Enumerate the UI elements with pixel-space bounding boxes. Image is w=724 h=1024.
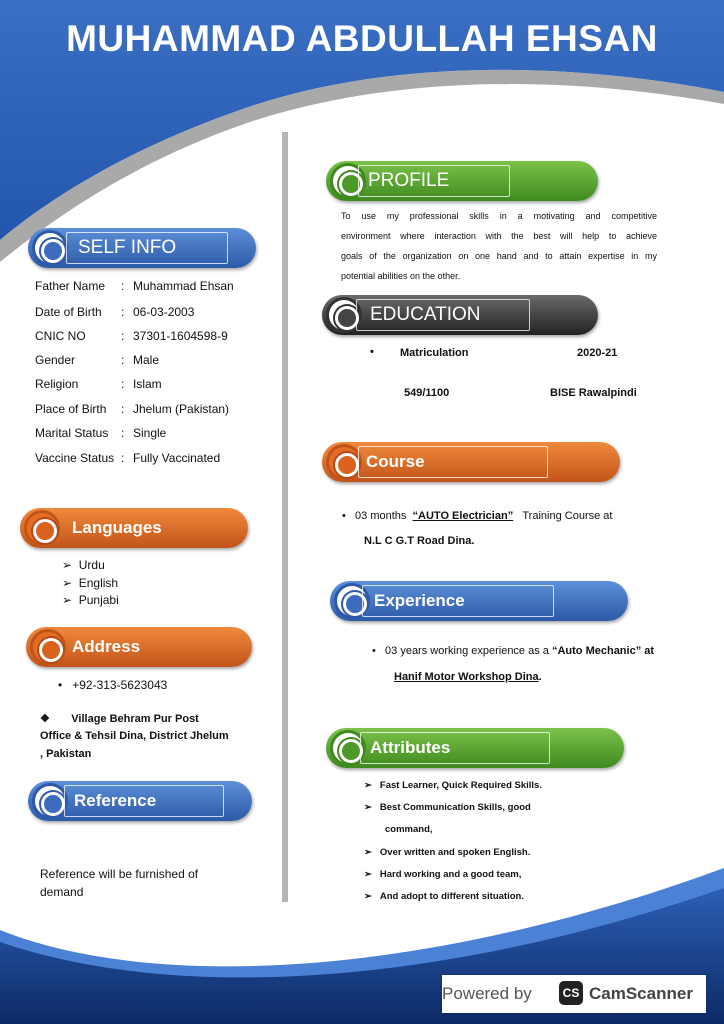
arrow-bullet-icon: ➢ — [62, 576, 73, 590]
self-info-row — [35, 305, 194, 319]
self-info-sep: : — [121, 426, 125, 440]
self-info-key: Place of Birth — [35, 402, 107, 416]
self-info-key: Religion — [35, 377, 79, 391]
self-info-row — [35, 329, 228, 343]
self-info-header — [28, 228, 256, 268]
attribute-item: ➢ Best Communication Skills, good — [364, 802, 531, 813]
bullet-icon: • — [58, 678, 63, 692]
self-info-sep: : — [121, 279, 125, 293]
self-info-value: Muhammad Ehsan — [133, 279, 234, 293]
course-heading: Course — [366, 452, 425, 471]
self-info-key: Vaccine Status — [35, 451, 115, 465]
powered-by-text: Powered by — [442, 984, 532, 1003]
arrow-bullet-icon: ➢ — [364, 869, 372, 880]
camscanner-brand: CamScanner — [589, 984, 693, 1003]
profile-heading: PROFILE — [368, 170, 450, 191]
languages-header — [20, 508, 248, 548]
address-heading: Address — [72, 637, 141, 656]
bullet-icon: • — [370, 346, 374, 358]
attribute-item: ➢ Over written and spoken English. — [364, 847, 531, 858]
address-line: ❖ Village Behram Pur Post — [40, 713, 199, 725]
self-info-sep: : — [121, 402, 125, 416]
language-item: ➢ Punjabi — [62, 593, 119, 607]
circle-icon — [32, 230, 68, 266]
languages-heading: Languages — [72, 518, 162, 537]
education-board: BISE Rawalpindi — [550, 387, 637, 399]
attributes-header — [326, 728, 624, 768]
arrow-bullet-icon: ➢ — [364, 891, 372, 902]
self-info-sep: : — [121, 377, 125, 391]
arrow-bullet-icon: ➢ — [364, 847, 372, 858]
self-info-row — [35, 451, 220, 465]
self-info-value: Single — [133, 426, 167, 440]
language-item: ➢ Urdu — [62, 558, 105, 572]
self-info-value: Jhelum (Pakistan) — [133, 402, 230, 416]
self-info-heading: SELF INFO — [78, 237, 177, 258]
self-info-row — [35, 279, 234, 293]
phone-line — [58, 678, 167, 692]
candidate-name: MUHAMMAD ABDULLAH EHSAN — [66, 18, 658, 59]
course-line: • 03 months “AUTO Electrician” Training Course at — [342, 510, 613, 522]
self-info-row — [35, 353, 159, 367]
self-info-row — [35, 426, 166, 440]
attribute-item: ➢ Fast Learner, Quick Required Skills. — [364, 780, 542, 791]
experience-line: • 03 years working experience as a “Auto Mechanic” at — [372, 645, 655, 657]
experience-workplace: Hanif Motor Workshop Dina — [394, 671, 539, 683]
self-info-value: Islam — [133, 377, 162, 391]
address-line: Office & Tehsil Dina, District Jhelum — [40, 730, 229, 742]
arrow-bullet-icon: ➢ — [62, 593, 73, 607]
profile-text: goals of the organization on one hand and to attain expertise in my — [341, 251, 657, 261]
circle-icon — [24, 510, 60, 546]
phone-number: +92-313-5623043 — [72, 678, 168, 692]
course-title: “AUTO Electrician” — [412, 510, 514, 522]
education-marks: 549/1100 — [404, 387, 450, 399]
education-years: 2020-21 — [577, 347, 618, 359]
attribute-item: ➢ Hard working and a good team, — [364, 869, 522, 880]
camscanner-watermark — [442, 975, 706, 1013]
experience-role: “Auto Mechanic” — [551, 645, 642, 657]
profile-header — [326, 161, 598, 201]
reference-text: demand — [40, 885, 84, 899]
diamond-bullet-icon: ❖ — [40, 713, 50, 725]
column-divider — [282, 132, 288, 902]
camscanner-icon: CS — [559, 981, 583, 1005]
self-info-value: Male — [133, 353, 160, 367]
address-header — [26, 627, 252, 667]
self-info-value: 37301-1604598-9 — [133, 329, 228, 343]
circle-icon — [30, 629, 66, 665]
arrow-bullet-icon: ➢ — [364, 780, 372, 791]
reference-text: Reference will be furnished of — [40, 867, 199, 881]
reference-heading: Reference — [74, 791, 157, 810]
course-header — [322, 442, 620, 482]
reference-header — [28, 781, 252, 821]
self-info-value: Fully Vaccinated — [133, 451, 221, 465]
profile-text: environment where interaction with the best will help to achieve — [341, 231, 657, 241]
arrow-bullet-icon: ➢ — [364, 802, 372, 813]
circle-icon — [326, 444, 362, 480]
self-info-key: Father Name — [35, 279, 106, 293]
profile-text: To use my professional skills in a motivating and competitive — [341, 211, 657, 221]
self-info-sep: : — [121, 353, 125, 367]
education-degree: Matriculation — [400, 347, 469, 359]
circle-icon — [32, 783, 68, 819]
self-info-key: Gender — [35, 353, 76, 367]
self-info-row — [35, 402, 229, 416]
experience-heading: Experience — [374, 591, 465, 610]
education-header — [322, 295, 598, 335]
education-heading: EDUCATION — [370, 304, 481, 325]
address-line: , Pakistan — [40, 748, 92, 760]
course-place: N.L C G.T Road Dina. — [364, 535, 475, 547]
self-info-sep: : — [121, 329, 125, 343]
bullet-icon: • — [372, 645, 376, 657]
self-info-value: 06-03-2003 — [133, 305, 195, 319]
self-info-sep: : — [121, 451, 125, 465]
self-info-key: Marital Status — [35, 426, 109, 440]
bullet-icon: • — [342, 510, 346, 522]
self-info-key: Date of Birth — [35, 305, 102, 319]
attribute-continuation: command, — [385, 824, 433, 835]
attribute-item: ➢ And adopt to different situation. — [364, 891, 524, 902]
self-info-key: CNIC NO — [35, 329, 86, 343]
profile-text: potential abilities on the other. — [341, 271, 461, 281]
self-info-sep: : — [121, 305, 125, 319]
attributes-heading: Attributes — [370, 738, 451, 757]
language-item: ➢ English — [62, 576, 119, 590]
experience-workplace-line: Hanif Motor Workshop Dina. — [394, 671, 542, 683]
arrow-bullet-icon: ➢ — [62, 558, 73, 572]
experience-header — [330, 581, 628, 621]
self-info-row — [35, 377, 162, 391]
